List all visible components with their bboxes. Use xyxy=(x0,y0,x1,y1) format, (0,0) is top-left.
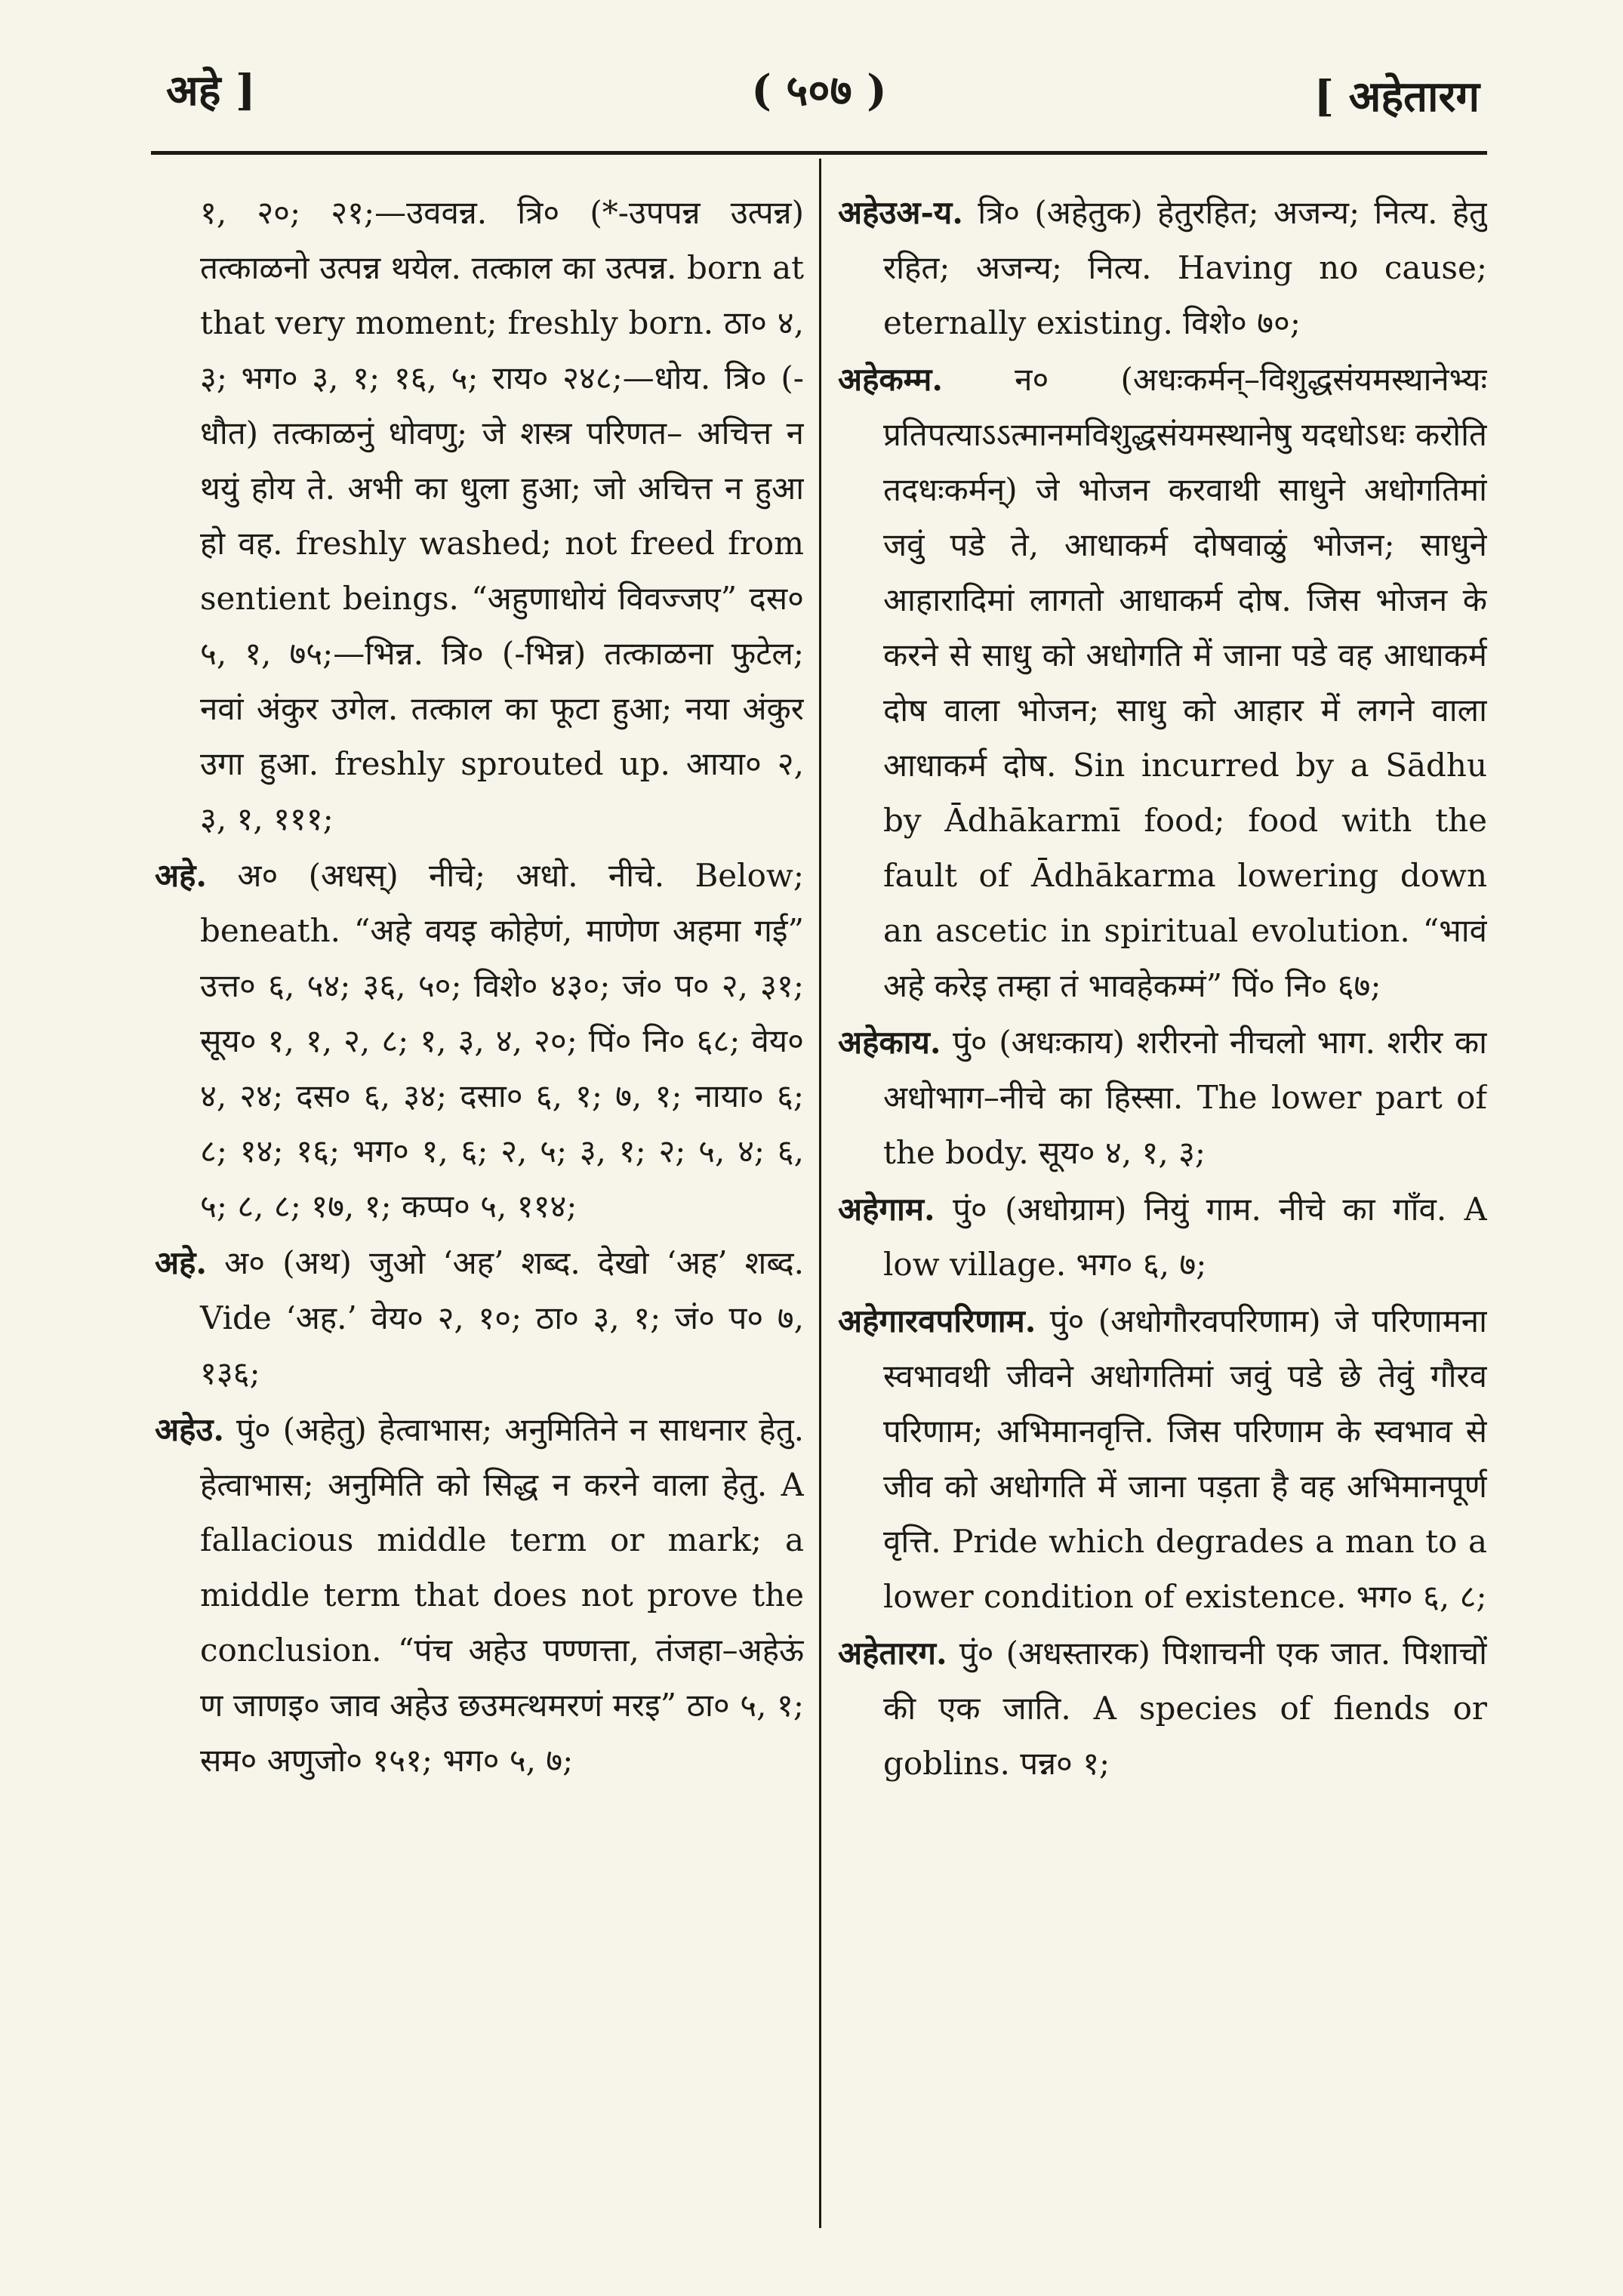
entry-text: त्रि० (अहेतुक) हेतुरहित; अजन्य; नित्य. हेतु रहित; अजन्य; नित्य. Having no cause; eternally existing. विशे० ७०; xyxy=(883,194,1487,341)
entry-text: न० (अधःकर्मन्–विशुद्धसंयमस्थानेभ्यः प्रतिपत्याऽऽत्मानमविशुद्धसंयमस्थानेषु यदधोऽधः करोति तदधःकर्मन्) जे भोजन करवाथी साधुने अधोगतिमां जवुं पडे ते, आधाकर्म दोषवाळुं भोजन; साधुने आहारादिमां लागतो आधाकर्म दोष. जिस भोजन के करने से साधु को अधोगति में जाना पडे वह आधाकर्म दोष वाला भोजन; साधु को आहार में लगने वाला आधाकर्म दोष. Sin incurred by a Sādhu by Ādhākarmī food; food with the fault of Ādhākarma lowering down an ascetic in spiritual evolution. “भावं अहे करेइ तम्हा तं भावहेकम्मं” पिं० नि० ६७; xyxy=(883,361,1487,1004)
entry-headword: अहेकम्म. xyxy=(838,361,943,398)
dictionary-entry xyxy=(838,1015,1487,1180)
dictionary-entry xyxy=(838,185,1487,350)
left-column xyxy=(155,185,804,2236)
entry-text: अ० (अथ) जुओ ‘अह’ शब्द. देखो ‘अह’ शब्द. Vide ‘अह.’ वेय० २, १०; ठा० ३, १; जं० प० ७, १३६; xyxy=(200,1244,804,1391)
header-rule xyxy=(151,151,1487,155)
entry-headword: अहे. xyxy=(155,1244,208,1281)
header-right-guideword: [ अहेतारग xyxy=(1313,72,1480,122)
entry-text: पुं० (अधःकाय) शरीरनो नीचलो भाग. शरीर का अधोभाग–नीचे का हिस्सा. The lower part of the body. सूय० ४, १, ३; xyxy=(883,1024,1487,1171)
column-divider xyxy=(819,159,821,2228)
entry-text: अ० (अधस्) नीचे; अधो. नीचे. Below; beneath. “अहे वयइ कोहेणं, माणेण अहमा गई” उत्त० ६, ५४; ३६, ५०; विशे० ४३०; जं० प० २, ३१; सूय० १, १, २, ८; १, ३, ४, २०; पिं० नि० ६८; वेय० ४, २४; दस० ६, ३४; दसा० ६, १; ७, १; नाया० ६; ८; १४; १६; भग० १, ६; २, ५; ३, १; २; ५, ४; ६, ५; ८, ८; १७, १; कप्प० ५, ११४; xyxy=(200,857,804,1225)
dictionary-entry xyxy=(838,1626,1487,1791)
entry-text: पुं० (अहेतु) हेत्वाभास; अनुमितिने न साधनार हेतु. हेत्वाभास; अनुमिति को सिद्ध न करने वाला हेतु. A fallacious middle term or mark; a middle term that does not prove the conclusion. “पंच अहेउ पण्णत्ता, तंजहा–अहेऊं ण जाणइ० जाव अहेउ छउमत्थमरणं मरइ” ठा० ५, १; सम० अणुजो० १५१; भग० ५, ७; xyxy=(200,1411,804,1779)
dictionary-entry xyxy=(155,1402,804,1788)
dictionary-entry xyxy=(838,352,1487,1013)
dictionary-entry xyxy=(838,1182,1487,1292)
entry-headword: अहेउअ-य. xyxy=(838,194,963,231)
entry-headword: अहेतारग. xyxy=(838,1635,947,1672)
page-number: ( ५०७ ) xyxy=(751,66,887,116)
entry-headword: अहेउ. xyxy=(155,1411,225,1448)
right-column xyxy=(838,185,1487,2236)
entry-text: पुं० (अधस्तारक) पिशाचनी एक जात. पिशाचों की एक जाति. A species of fiends or goblins. पन्न० १; xyxy=(883,1635,1487,1782)
entry-headword: अहेकाय. xyxy=(838,1024,941,1061)
entry-headword: अहेगाम. xyxy=(838,1191,935,1228)
entry-headword: अहे. xyxy=(155,857,208,894)
entry-text: पुं० (अधोग्राम) नियुं गाम. नीचे का गाँव. A low village. भग० ६, ७; xyxy=(883,1191,1487,1283)
entry-text: १, २०; २१;—उववन्न. त्रि० (*-उपपन्न उत्पन्न) तत्काळनो उत्पन्न थयेल. तत्काल का उत्पन्न. born at that very moment; freshly born. ठा० ४, ३; भग० ३, १; १६, ५; राय० २४८;—धोय. त्रि० (-धौत) तत्काळनुं धोवणु; जे शस्त्र परिणत– अचित्त न थयुं होय ते. अभी का धुला हुआ; जो अचित्त न हुआ हो वह. freshly washed; not freed from sentient beings. “अहुणाधोयं विवज्जए” दस० ५, १, ७५;—भिन्न. त्रि० (-भिन्न) तत्काळना फुटेल; नवां अंकुर उगेल. तत्काल का फूटा हुआ; नया अंकुर उगा हुआ. freshly sprouted up. आया० २, ३, १, १११; xyxy=(200,194,804,837)
dictionary-entry xyxy=(155,185,804,846)
page-header xyxy=(151,45,1487,128)
entry-text: पुं० (अधोगौरवपरिणाम) जे परिणामना स्वभावथी जीवने अधोगतिमां जवुं पडे छे तेवुं गौरव परिणाम; अभिमानवृत्ति. जिस परिणाम के स्वभाव से जीव को अधोगति में जाना पड़ता है वह अभिमानपूर्ण वृत्ति. Pride which degrades a man to a lower condition of existence. भग० ६, ८; xyxy=(883,1302,1487,1615)
dictionary-entry xyxy=(838,1293,1487,1624)
dictionary-entry xyxy=(155,1235,804,1401)
entry-headword: अहेगारवपरिणाम. xyxy=(838,1302,1036,1339)
dictionary-entry xyxy=(155,848,804,1234)
header-left-guideword: अहे ] xyxy=(166,66,256,116)
